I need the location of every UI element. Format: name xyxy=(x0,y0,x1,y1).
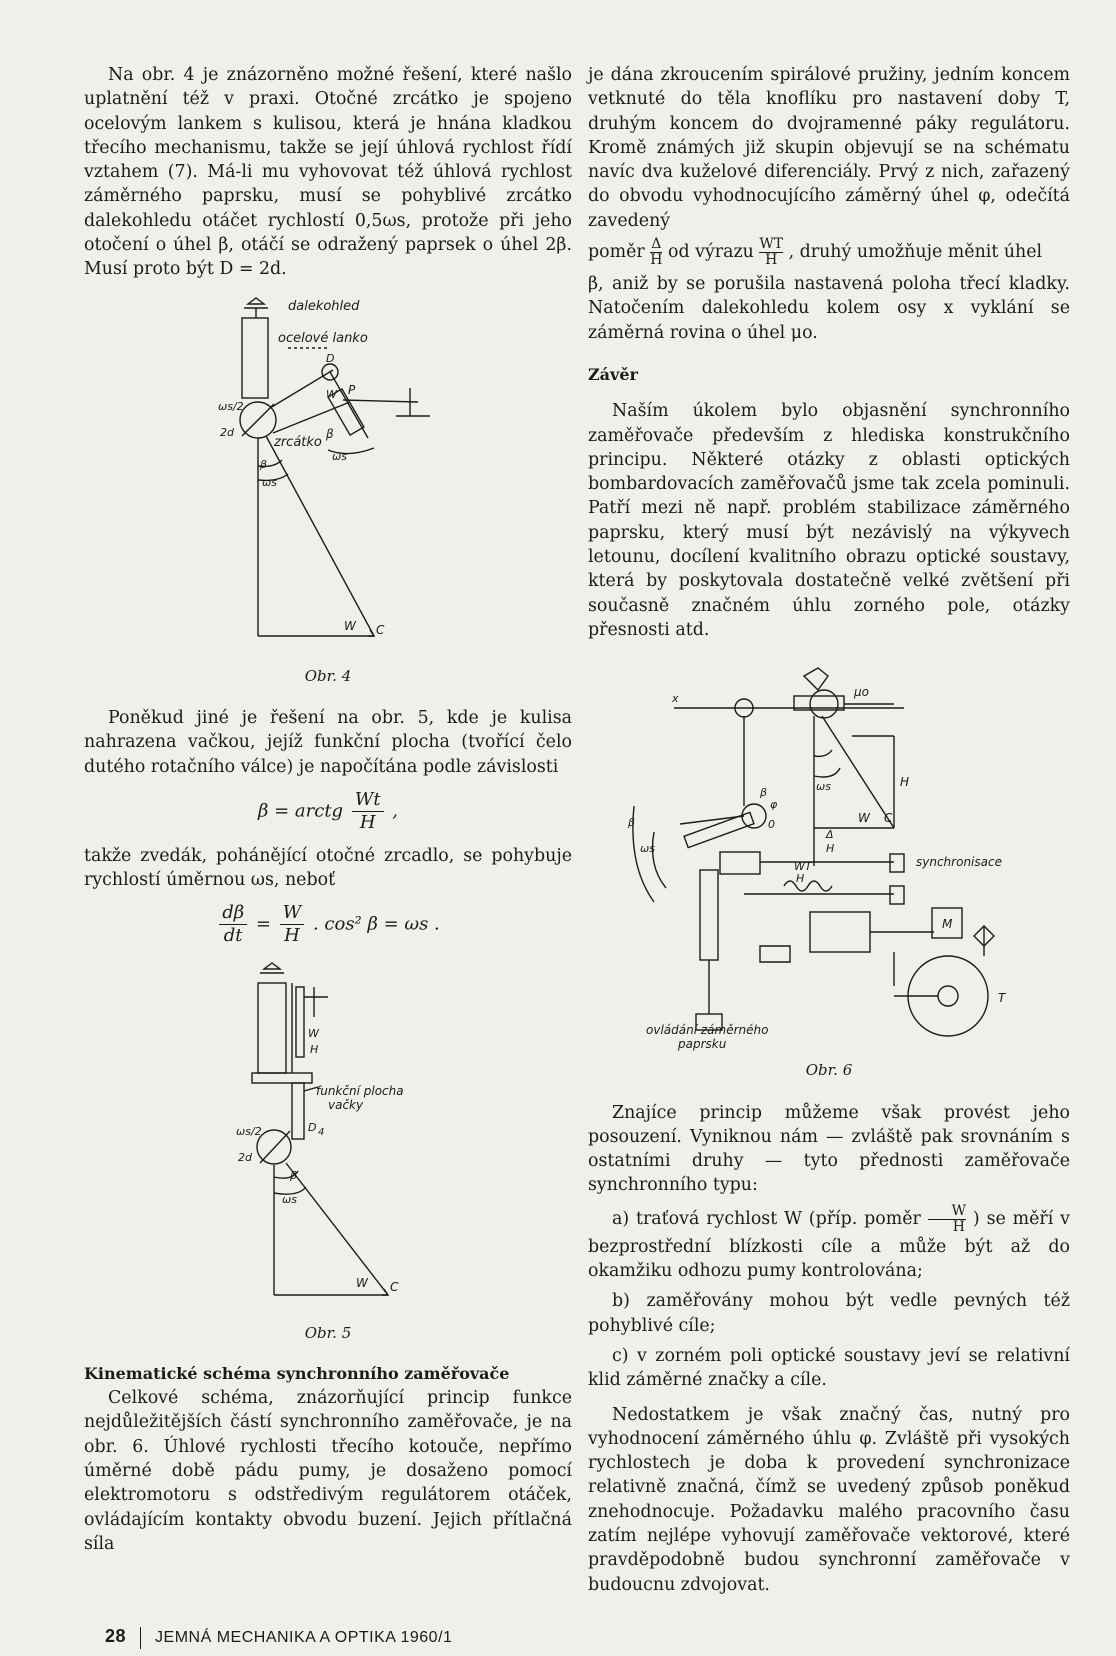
item-a-post: ) se měří v bezprostřední blízkosti cíle a může být až do okamžiku odhozu pumy kontrolována; xyxy=(588,1208,1070,1282)
fig6-label-paprsku: paprsku xyxy=(678,1037,727,1052)
item-a-den: H xyxy=(952,1218,965,1235)
fig5-label-beta: β xyxy=(290,1169,298,1183)
footer-divider xyxy=(140,1627,141,1649)
frac1-num: Δ xyxy=(651,236,662,253)
figure-6-diagram xyxy=(594,656,1064,1056)
fig4-label-ws2: ωs/2 xyxy=(218,399,244,413)
formula-den1: dt xyxy=(223,925,243,947)
fig6-label-synchronisace: synchronisace xyxy=(916,855,1002,870)
figure-6 xyxy=(594,656,1064,1056)
list-item-a xyxy=(588,1204,1070,1284)
fig6-label-h3: H xyxy=(796,872,805,886)
ratio-mid: od výrazu xyxy=(667,242,754,263)
fig6-label-ovladani: ovládání záměrného xyxy=(646,1023,769,1038)
fig6-label-h2: H xyxy=(826,842,835,856)
fig6-label-delta: Δ xyxy=(826,828,834,842)
fig6-label-t: T xyxy=(998,991,1006,1006)
figure-5 xyxy=(178,957,478,1319)
formula-den: H xyxy=(359,811,376,833)
formula-eq: = xyxy=(255,913,271,935)
paragraph: Poněkud jiné je řešení na obr. 5, kde je kulisa nahrazena vačkou, jejíž funkční plocha (tvořící čelo dutého rotačního válce) je napočítána podle závislosti xyxy=(84,707,572,777)
fig4-label-w2: W xyxy=(344,618,356,633)
fig5-label-ws: ωs xyxy=(282,1193,297,1207)
section-heading: Kinematické schéma synchronního zaměřovače xyxy=(84,1363,510,1383)
fig6-label-ws2: ωs xyxy=(640,842,655,856)
fig6-label-wt: WT xyxy=(794,860,812,874)
frac2-num: WT xyxy=(759,236,784,253)
figure-4-diagram xyxy=(178,290,478,662)
paragraph: Naším úkolem bylo objasnění synchronního zaměřovače především z hlediska konstrukčního principu. Některé otázky z oblasti optických bombardovacích zaměřovačů jsme tak zcela pominuli. Patří mezi ně např. problém stabilizace záměrného paprsku, který musí být nezávislý na výkyvech letounu, docílení kvalitního obrazu optické soustavy, která by poskytovala dostatečně velké zvětšení při současně značném úhlu zorného pole, otázky přesnosti atd. xyxy=(588,401,1070,640)
ratio-fraction-1 xyxy=(650,237,662,268)
figure-4 xyxy=(178,290,478,662)
formula-tail2: . cos² β = ωs . xyxy=(312,913,440,935)
figure-4-caption: Obr. 4 xyxy=(304,666,352,685)
paragraph xyxy=(588,63,1070,233)
fig4-label-d: D xyxy=(326,351,335,365)
frac1-den: H xyxy=(650,252,663,269)
fig4-label-c: C xyxy=(376,622,385,637)
section-heading-zaver: Závěr xyxy=(588,364,638,384)
left-column xyxy=(84,63,572,1556)
formula-fraction xyxy=(352,789,384,834)
fig5-label-c: C xyxy=(390,1280,399,1295)
fig6-label-mu: μo xyxy=(854,685,869,700)
fig6-label-phi: φ xyxy=(770,798,778,812)
formula-num2: W xyxy=(280,902,305,925)
fig6-label-c: C xyxy=(884,811,893,826)
figure-5-diagram xyxy=(178,957,478,1319)
frac2-den: H xyxy=(765,252,778,269)
fig5-label-4: 4 xyxy=(318,1127,325,1139)
formula-fraction-1 xyxy=(219,902,247,947)
fig5-label-w2: W xyxy=(356,1276,368,1291)
paragraph-text: je dána zkroucením spirálové pružiny, jedním koncem vetknuté do těla knoflíku pro nastavení doby T, druhým koncem do dvojramenné páky regulátoru. Kromě známých již skupin objevují se na schématu navíc dva kuželové diferenciály. Prvý z nich, zařazený do obvodu vyhodnocujícího záměrný úhel φ, odečítá zavedený xyxy=(588,65,1070,231)
ratio-pre: poměr xyxy=(588,242,645,263)
item-a-num: W xyxy=(928,1204,966,1220)
item-a-fraction xyxy=(928,1204,966,1235)
formula-num1: dβ xyxy=(219,902,247,925)
fig4-label-w: W xyxy=(326,387,337,401)
fig5-label-2d: 2d xyxy=(238,1151,252,1165)
paragraph: Nedostatkem je však značný čas, nutný pro vyhodnocení záměrného úhlu φ. Zvláště při vysokých rychlostech je doba k provedení synchronizace relativně značná, čímž se uvedený způsob poněkud znehodnocuje. Požadavku malého pracovního času zatím nejlépe vyhovují zaměřovače vektorové, které pravděpodobně budou synchronní zaměřovače v budoucnu zdvojovat. xyxy=(588,1404,1070,1595)
formula-derivative xyxy=(84,902,572,947)
formula-beta xyxy=(84,789,572,834)
paragraph-ratio-line xyxy=(588,237,1070,268)
fig6-label-m: M xyxy=(942,917,953,932)
formula-tail: , xyxy=(392,800,399,822)
fig5-label-funkcni: funkční plocha xyxy=(316,1084,404,1099)
formula-den2: H xyxy=(284,925,300,947)
formula-lhs: β = arctg xyxy=(257,800,344,822)
fig5-label-ws2: ωs/2 xyxy=(236,1125,262,1139)
fig6-label-w: W xyxy=(858,811,870,826)
fig5-label-vacky: vačky xyxy=(328,1098,364,1113)
page-number: 28 xyxy=(105,1626,127,1646)
fig4-label-ws: ωs xyxy=(332,449,347,463)
fig5-label-w: W xyxy=(308,1027,319,1041)
fig6-label-beta: β xyxy=(760,786,768,800)
fig4-label-2d: 2d xyxy=(220,425,234,439)
ratio-post: , druhý umožňuje měnit úhel xyxy=(788,242,1043,263)
right-column xyxy=(588,63,1070,1597)
figure-6-caption: Obr. 6 xyxy=(805,1061,853,1080)
fig4-label-dalekohled: dalekohled xyxy=(288,298,360,314)
formula-fraction-2 xyxy=(280,902,305,947)
paragraph: takže zvedák, pohánějící otočné zrcadlo, se pohybuje rychlostí úměrnou ωs, neboť xyxy=(84,845,572,891)
formula-num: Wt xyxy=(352,789,384,812)
fig4-label-lanko: ocelové lanko xyxy=(278,330,368,346)
fig5-label-d: D xyxy=(308,1121,317,1135)
paragraph: Na obr. 4 je znázorněno možné řešení, které našlo uplatnění též v praxi. Otočné zrcátko je spojeno ocelovým lankem s kulisou, která je hnána kladkou třecího mechanismu, takže se její úhlová rychlost řídí vztahem (7). Má-li mu vyhovovat též úhlová rychlost záměrného paprsku, musí se pohyblivé zrcátko dalekohledu otáčet rychlostí 0,5ωs, protože při jeho otočení o úhel β, otáčí se odražený paprsek o úhel 2β. Musí proto být D = 2d. xyxy=(84,65,572,280)
journal-title: JEMNÁ MECHANIKA A OPTIKA 1960/1 xyxy=(155,1629,453,1646)
fig4-label-p: P xyxy=(348,382,356,397)
fig5-label-h: H xyxy=(310,1043,319,1057)
fig4-label-ws3: ωs xyxy=(262,475,277,489)
paragraph: β, aniž by se porušila nastavená poloha třecí kladky. Natočením dalekohledu kolem osy x vyklání se záměrná rovina o úhel μo. xyxy=(588,274,1070,343)
figure-5-caption: Obr. 5 xyxy=(304,1324,352,1343)
fig4-label-beta2: β xyxy=(260,457,268,471)
fig6-label-x: x xyxy=(672,692,679,706)
fig6-label-ws: ωs xyxy=(816,780,831,794)
paragraph: Celkové schéma, znázorňující princip funkce nejdůležitějších částí synchronního zaměřovače, je na obr. 6. Úhlové rychlosti třecího kotouče, nepřímo úměrné době pádu pumy, je dosaženo pomocí elektromotoru s odstředivým regulátorem otáček, ovládajícím kontakty obvodu buzení. Jejich přítlačná síla xyxy=(84,1388,572,1554)
page-footer xyxy=(105,1626,452,1649)
fig4-label-zrcatko: zrcátko xyxy=(274,434,322,450)
fig6-label-beta2: β xyxy=(628,816,636,830)
fig4-label-beta: β xyxy=(326,426,334,441)
paragraph: Znajíce princip můžeme však provést jeho posouzení. Vyniknou nám — zvláště pak srovnáním s ostatními druhy — tyto přednosti zaměřovače synchronního typu: xyxy=(588,1102,1070,1196)
fig6-label-0: 0 xyxy=(768,818,775,832)
item-a-pre: a) traťová rychlost W (příp. poměr xyxy=(612,1208,921,1229)
list-item-b: b) zaměřovány mohou být vedle pevných též pohyblivé cíle; xyxy=(588,1291,1070,1336)
ratio-fraction-2 xyxy=(759,237,783,268)
fig6-label-h: H xyxy=(900,775,910,790)
advantages-list xyxy=(588,1204,1070,1393)
list-item-c: c) v zorném poli optické soustavy jeví se relativní klid záměrné značky a cíle. xyxy=(588,1345,1070,1391)
